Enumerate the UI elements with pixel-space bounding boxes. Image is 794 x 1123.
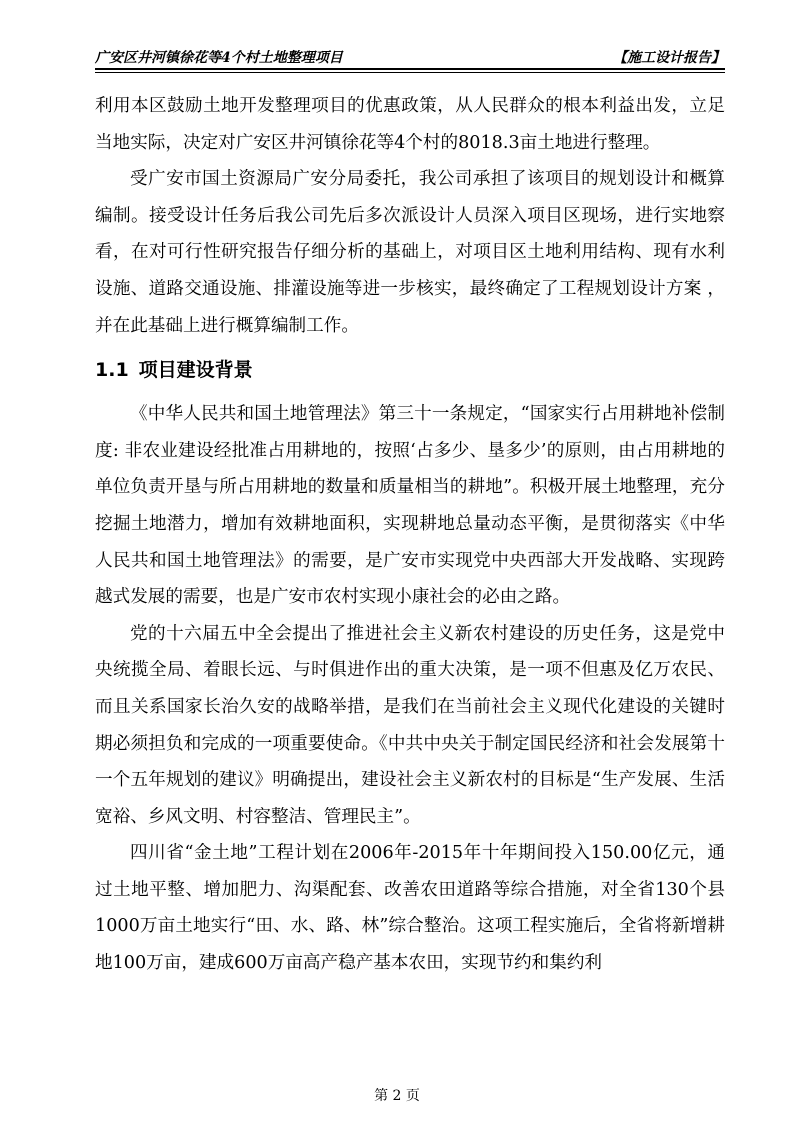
section-paragraph: 四川省“金土地”工程计划在2006年-2015年十年期间投入150.00亿元，通过土地平整、增加肥力、沟渠配套、改善农田道路等综合措施，对全省130个县1000万亩土地实行“田、水、路、林”综合整治。这项工程实施后，全省将新增耕地100万亩，建成600万亩高产稳产基本农田，实现节约和集约利 <box>95 843 725 974</box>
page-body <box>95 88 725 982</box>
section-paragraph: 党的十六届五中全会提出了推进社会主义新农村建设的历史任务，这是党中央统揽全局、着眼长远、与时俱进作出的重大决策，是一项不但惠及亿万农民、而且关系国家长治久安的战略举措，是我们在当前社会主义现代化建设的关键时期必须担负和完成的一项重要使命。《中共中央关于制定国民经济和社会发展第十一个五年规划的建议》明确提出，建设社会主义新农村的目标是“生产发展、生活宽裕、乡风文明、村容整洁、管理民主”。 <box>95 623 725 827</box>
section-heading <box>95 352 725 388</box>
body-paragraph: 受广安市国土资源局广安分局委托，我公司承担了该项目的规划设计和概算编制。接受设计任务后我公司先后多次派设计人员深入项目区现场，进行实地察看，在对可行性研究报告仔细分析的基础上，对项目区土地利用结构、现有水利设施、道路交通设施、排灌设施等进一步核实，最终确定了工程规划设计方案 ，并在此基础上进行概算编制工作。 <box>95 169 725 336</box>
section-number: 1.1 <box>95 359 129 382</box>
header-report-type: 【施工设计报告】 <box>613 50 725 66</box>
body-paragraph: 利用本区鼓励土地开发整理项目的优惠政策，从人民群众的根本利益出发，立足当地实际，决定对广安区井河镇徐花等4个村的8018.3亩土地进行整理。 <box>95 96 725 153</box>
page-header <box>95 44 725 70</box>
header-rule <box>95 72 725 73</box>
section-paragraph: 《中华人民共和国土地管理法》第三十一条规定，“国家实行占用耕地补偿制度: 非农业建设经批准占用耕地的，按照‘占多少、垦多少’的原则，由占用耕地的单位负责开垦与所占用耕地的数量和质量相当的耕地”。积极开展土地整理，充分挖掘土地潜力，增加有效耕地面积，实现耕地总量动态平衡，是贯彻落实《中华人民共和国土地管理法》的需要，是广安市实现党中央西部大开发战略、实现跨越式发展的需要，也是广安市农村实现小康社会的必由之路。 <box>95 404 725 608</box>
page-number: 第 2 页 <box>374 1088 420 1104</box>
header-project-title: 广安区井河镇徐花等4个村土地整理项目 <box>95 50 343 66</box>
section-title: 项目建设背景 <box>138 359 253 382</box>
